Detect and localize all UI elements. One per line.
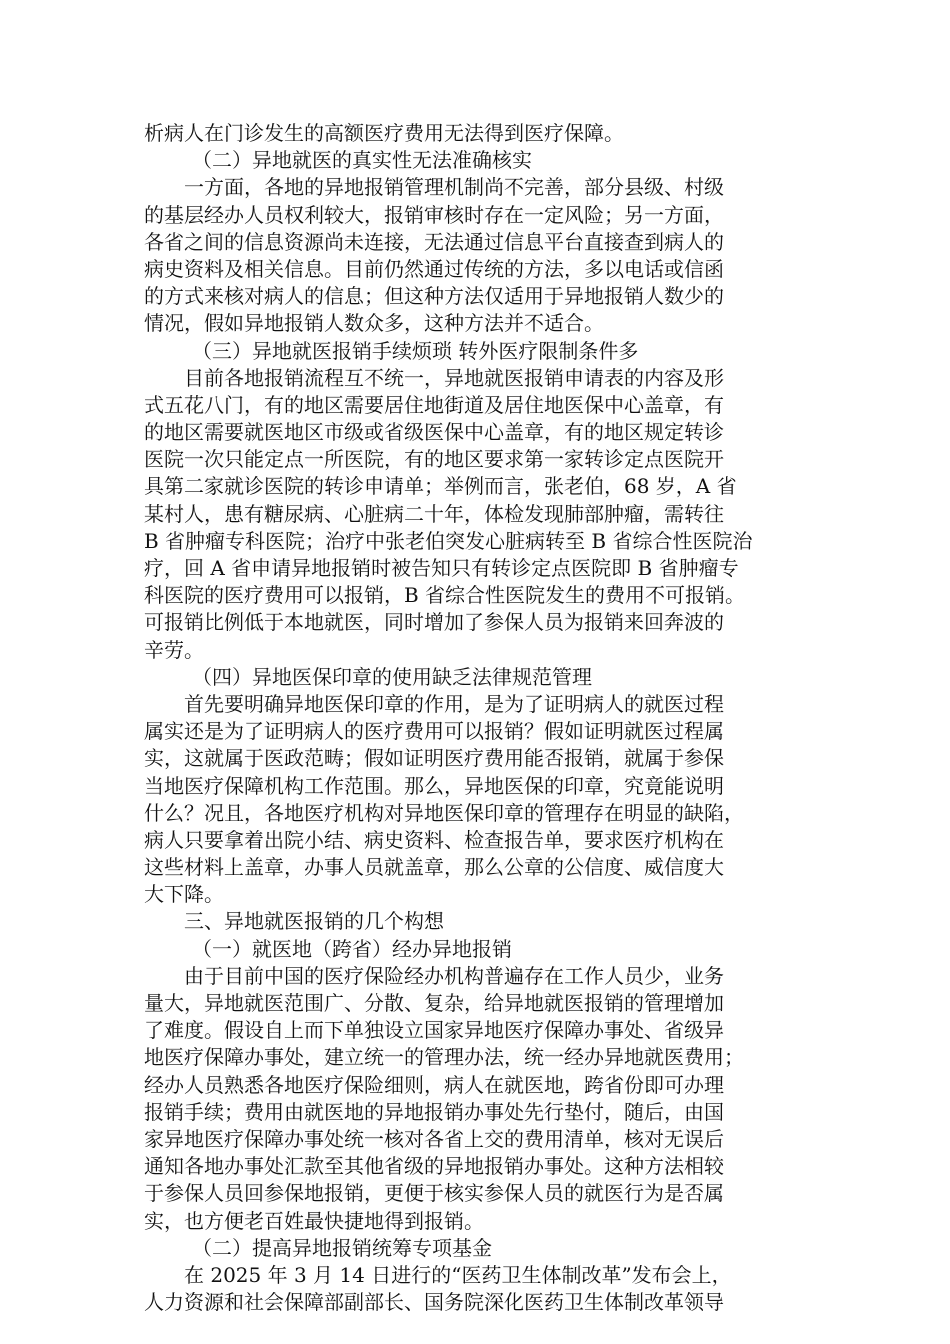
document-page [144, 120, 804, 1316]
text-line: 报销手续；费用由就医地的异地报销办事处先行垫付，随后，由国 [144, 1099, 724, 1124]
text-line: 析病人在门诊发生的高额医疗费用无法得到医疗保障。 [144, 121, 624, 145]
text-line: 病史资料及相关信息。目前仍然通过传统的方法，多以电话或信函 [144, 256, 724, 281]
text-line: 情况，假如异地报销人数众多，这种方法并不适合。 [144, 311, 604, 336]
text-line: 的基层经办人员权利较大，报销审核时存在一定风险；另一方面， [144, 202, 724, 227]
text-line: 于参保人员回参保地报销，更便于核实参保人员的就医行为是否属 [144, 1181, 724, 1206]
text-line: 的地区需要就医地区市级或省级医保中心盖章，有的地区规定转诊 [144, 420, 724, 445]
text-line: 大下降。 [144, 882, 224, 907]
text-line: 的方式来核对病人的信息；但这种方法仅适用于异地报销人数少的 [144, 284, 724, 309]
section-heading: （一）就医地（跨省）经办异地报销 [192, 936, 512, 961]
text-line: 实，也方便老百姓最快捷地得到报销。 [144, 1208, 484, 1233]
text-line: B 省肿瘤专科医院；治疗中张老伯突发心脏病转至 B 省综合性医院治 [144, 528, 753, 553]
text-line: 三、异地就医报销的几个构想 [184, 909, 444, 934]
text-line: 通知各地办事处汇款至其他省级的异地报销办事处。这种方法相较 [144, 1154, 724, 1179]
section-heading: （四）异地医保印章的使用缺乏法律规范管理 [192, 664, 592, 689]
document-body [144, 120, 804, 1316]
text-line: 家异地医疗保障办事处统一核对各省上交的费用清单，核对无误后 [144, 1126, 724, 1151]
text-line: 目前各地报销流程互不统一，异地就医报销申请表的内容及形 [184, 365, 724, 390]
text-line: 式五花八门，有的地区需要居住地街道及居住地医保中心盖章，有 [144, 392, 724, 417]
text-line: 什么？况且，各地医疗机构对异地医保印章的管理存在明显的缺陷， [144, 800, 744, 825]
text-line: 科医院的医疗费用可以报销，B 省综合性医院发生的费用不可报销。 [144, 583, 746, 608]
section-heading: （二）提高异地报销统筹专项基金 [192, 1235, 492, 1260]
section-heading: （二）异地就医的真实性无法准确核实 [192, 148, 532, 173]
text-line: 由于目前中国的医疗保险经办机构普遍存在工作人员少，业务 [184, 963, 724, 988]
text-line: 经办人员熟悉各地医疗保险细则，病人在就医地，跨省份即可办理 [144, 1072, 724, 1097]
text-line: 人力资源和社会保障部副部长、国务院深化医药卫生体制改革领导 [144, 1290, 724, 1315]
text-line: 一方面，各地的异地报销管理机制尚不完善，部分县级、村级 [184, 175, 724, 200]
text-line: 某村人，患有糖尿病、心脏病二十年，体检发现肺部肿瘤，需转往 [144, 501, 724, 526]
text-line: 医院一次只能定点一所医院，有的地区要求第一家转诊定点医院开 [144, 447, 724, 472]
text-line: 各省之间的信息资源尚未连接，无法通过信息平台直接查到病人的 [144, 229, 724, 254]
section-heading: （三）异地就医报销手续烦琐 转外医疗限制条件多 [192, 338, 639, 363]
text-line: 在 2025 年 3 月 14 日进行的“医药卫生体制改革”发布会上， [184, 1262, 732, 1287]
text-line: 量大，异地就医范围广、分散、复杂，给异地就医报销的管理增加 [144, 991, 724, 1015]
text-line: 可报销比例低于本地就医，同时增加了参保人员为报销来回奔波的 [144, 610, 724, 635]
text-line: 疗，回 A 省申请异地报销时被告知只有转诊定点医院即 B 省肿瘤专 [144, 556, 739, 580]
text-line: 病人只要拿着出院小结、病史资料、检查报告单，要求医疗机构在 [144, 827, 724, 852]
text-line: 地医疗保障办事处，建立统一的管理办法，统一经办异地就医费用； [144, 1045, 744, 1070]
text-line: 辛劳。 [144, 637, 204, 662]
text-line: 实，这就属于医政范畴；假如证明医疗费用能否报销，就属于参保 [144, 746, 724, 771]
text-line: 属实还是为了证明病人的医疗费用可以报销？假如证明就医过程属 [144, 719, 724, 744]
text-line: 这些材料上盖章，办事人员就盖章，那么公章的公信度、威信度大 [144, 855, 724, 880]
text-line: 当地医疗保障机构工作范围。那么，异地医保的印章，究竟能说明 [144, 773, 724, 798]
text-line: 了难度。假设自上而下单独设立国家异地医疗保障办事处、省级异 [144, 1018, 724, 1043]
text-line: 首先要明确异地医保印章的作用，是为了证明病人的就医过程 [184, 691, 724, 716]
text-line: 具第二家就诊医院的转诊申请单；举例而言，张老伯，68 岁，A 省 [144, 474, 737, 499]
